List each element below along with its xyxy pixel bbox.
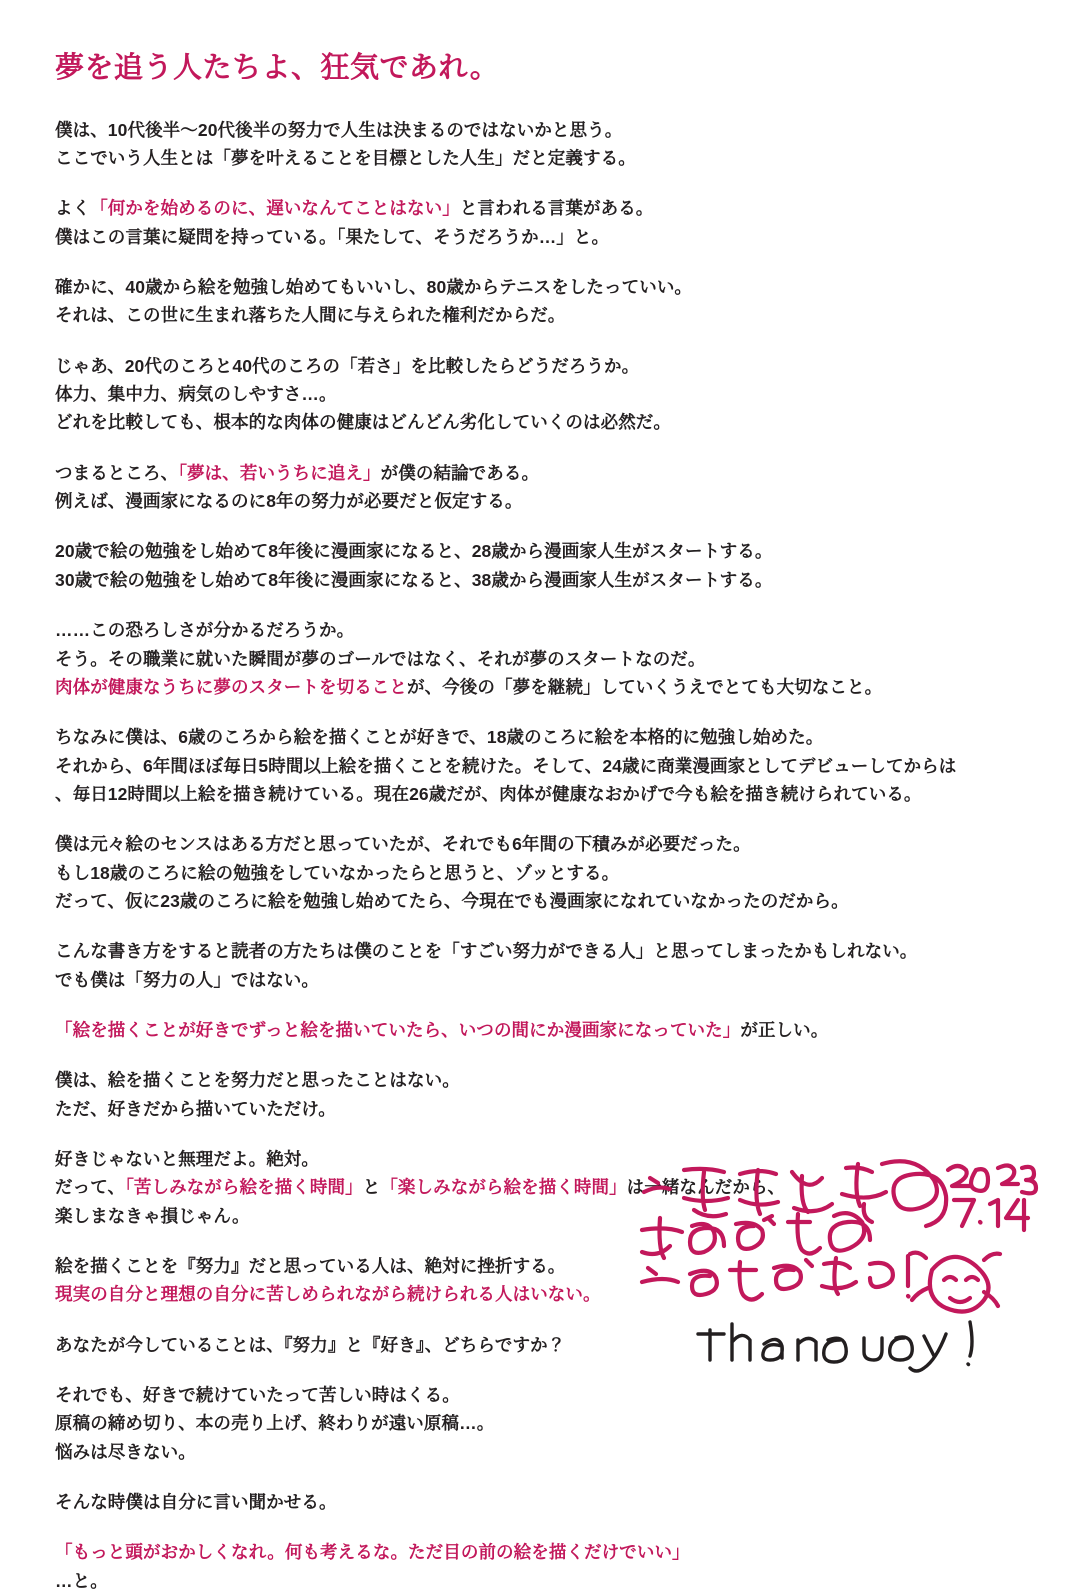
text-segment-highlight: 「絵を描くことが好きでずっと絵を描いていたら、いつの間にか漫画家になっていた」 <box>55 1019 741 1040</box>
text-line: そんな時僕は自分に言い聞かせる。 <box>55 1492 337 1513</box>
text-line: もし18歳のころに絵の勉強をしていなかったらと思うと、ゾッとする。 <box>55 862 620 883</box>
text-line: ……この恐ろしさが分かるだろうか。 <box>55 620 355 641</box>
paragraph-2 <box>55 194 1025 251</box>
text-segment-highlight: 「苦しみながら絵を描く時間」 <box>125 1177 363 1198</box>
text-segment-highlight: 肉体が健康なうちに夢のスタートを切ること <box>55 676 407 697</box>
text-line: じゃあ、20代のころと40代のころの「若さ」を比較したらどうだろうか。 <box>55 355 640 376</box>
text-line: 体力、集中力、病気のしやすさ…。 <box>55 384 337 405</box>
text-line: 悩みは尽きない。 <box>55 1441 196 1462</box>
text-line: こんな書き方をすると読者の方たちは僕のことを「すごい努力ができる人」と思ってしまったかもしれない。 <box>55 941 918 962</box>
text-segment: と言われる言葉がある。 <box>459 198 654 219</box>
text-line: だって、仮に23歳のころに絵を勉強し始めてたら、今現在でも漫画家になれていなかったのだから。 <box>55 890 849 911</box>
paragraph-17 <box>55 1488 1025 1516</box>
text-line: 、毎日12時間以上絵を描き続けている。現在26歳だが、肉体が健康なおかげで今も絵を描き続けられている。 <box>55 783 922 804</box>
paragraph-7 <box>55 616 1025 701</box>
text-line: あなたが今していることは、『努力』と『好き』、どちらですか？ <box>55 1334 566 1355</box>
text-segment: が僕の結論である。 <box>380 462 540 483</box>
text-line: 僕は、絵を描くことを努力だと思ったことはない。 <box>55 1070 460 1091</box>
text-line <box>55 1016 1025 1044</box>
paragraph-12 <box>55 1066 1025 1123</box>
text-segment: が、今後の「夢を継続」していくうえでとても大切なこと。 <box>407 676 883 697</box>
text-segment: よく <box>55 198 91 219</box>
paragraph-18 <box>55 1538 1025 1595</box>
page-title: 夢を追う人たちよ、狂気であれ。 <box>55 52 500 84</box>
text-line: どれを比較しても、根本的な肉体の健康はどんどん劣化していくのは必然だ。 <box>55 412 671 433</box>
paragraph-14 <box>55 1252 1025 1309</box>
paragraph-15 <box>55 1331 1025 1359</box>
text-line: ちなみに僕は、6歳のころから絵を描くことが好きで、18歳のころに絵を本格的に勉強し始めた。 <box>55 727 824 748</box>
text-line: 原稿の締め切り、本の売り上げ、終わりが遠い原稿…。 <box>55 1413 495 1434</box>
text-line: 僕は、10代後半〜20代後半の努力で人生は決まるのではないかと思う。 <box>55 119 623 140</box>
text-line: それから、6年間ほぼ毎日5時間以上絵を描くことを続けた。そして、24歳に商業漫画家としてデビューしてからは <box>55 755 957 776</box>
text-line-highlight: 現実の自分と理想の自分に苦しめられながら続けられる人はいない。 <box>55 1284 601 1305</box>
text-line: 僕は元々絵のセンスはある方だと思っていたが、それでも6年間の下積みが必要だった。 <box>55 834 751 855</box>
paragraph-10 <box>55 937 1025 994</box>
text-line: でも僕は「努力の人」ではない。 <box>55 969 319 990</box>
text-segment: は一緒なんだから、 <box>626 1177 786 1198</box>
paragraph-11 <box>55 1016 1025 1044</box>
paragraph-6 <box>55 537 1025 594</box>
text-segment-highlight: 「夢は、若いうちに追え」 <box>178 462 381 483</box>
paragraph-5 <box>55 459 1025 516</box>
paragraph-9 <box>55 830 1025 915</box>
paragraph-16 <box>55 1381 1025 1466</box>
text-line <box>55 194 1025 222</box>
text-line: そう。その職業に就いた瞬間が夢のゴールではなく、それが夢のスタートなのだ。 <box>55 648 706 669</box>
paragraph-1 <box>55 116 1025 173</box>
text-segment-highlight: 「楽しみながら絵を描く時間」 <box>380 1177 627 1198</box>
text-segment: つまるところ、 <box>55 462 179 483</box>
paragraph-8 <box>55 723 1025 808</box>
paragraph-4 <box>55 352 1025 437</box>
text-line <box>55 673 1025 701</box>
text-segment: と <box>362 1177 381 1198</box>
text-line: それでも、好きで続けていたって苦しい時はくる。 <box>55 1385 460 1406</box>
text-segment: が正しい。 <box>740 1019 829 1040</box>
text-line: 好きじゃないと無理だよ。絶対。 <box>55 1148 319 1169</box>
paragraph-3 <box>55 273 1025 330</box>
text-line <box>55 1173 1025 1201</box>
text-line: 20歳で絵の勉強をし始めて8年後に漫画家になると、28歳から漫画家人生がスタートする。 <box>55 541 773 562</box>
text-line-highlight: 「もっと頭がおかしくなれ。何も考えるな。ただ目の前の絵を描くだけでいい」 <box>55 1542 690 1563</box>
text-line: 確かに、40歳から絵を勉強し始めてもいいし、80歳からテニスをしたっていい。 <box>55 277 693 298</box>
text-line <box>55 459 1025 487</box>
text-line: ただ、好きだから描いていただけ。 <box>55 1098 336 1119</box>
text-line: 僕はこの言葉に疑問を持っている。「果たして、そうだろうか…」と。 <box>55 226 610 247</box>
text-line: 楽しまなきゃ損じゃん。 <box>55 1205 250 1226</box>
text-segment: だって、 <box>55 1177 126 1198</box>
text-line: 30歳で絵の勉強をし始めて8年後に漫画家になると、38歳から漫画家人生がスタートする。 <box>55 569 773 590</box>
text-line: …と。 <box>55 1570 108 1591</box>
paragraph-13 <box>55 1145 1025 1230</box>
text-line: ここでいう人生とは「夢を叶えることを目標とした人生」だと定義する。 <box>55 148 636 169</box>
text-line: 絵を描くことを『努力』だと思っている人は、絶対に挫折する。 <box>55 1256 566 1276</box>
text-line: それは、この世に生まれ落ちた人間に与えられた権利だからだ。 <box>55 305 566 326</box>
text-segment-highlight: 「何かを始めるのに、遅いなんてことはない」 <box>90 198 460 219</box>
text-line: 例えば、漫画家になるのに8年の努力が必要だと仮定する。 <box>55 491 523 512</box>
